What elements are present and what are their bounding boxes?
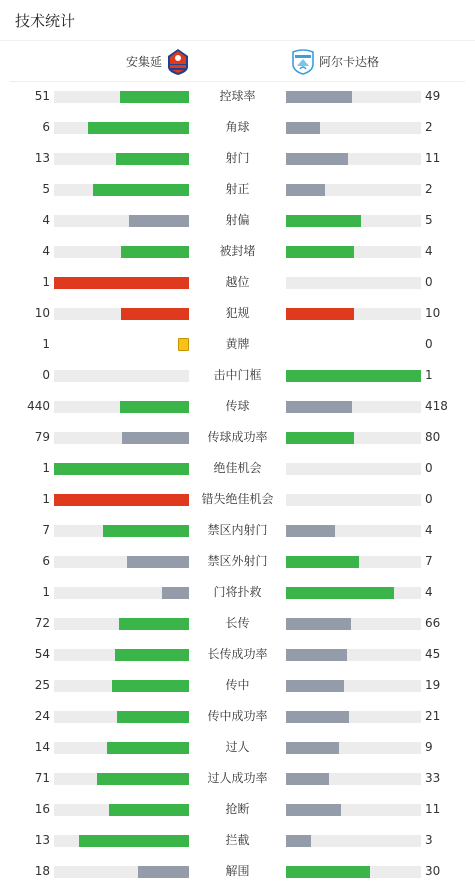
home-stat-value: 18 [34, 864, 50, 878]
stat-row [0, 453, 475, 484]
stat-label: 犯规 [225, 306, 250, 320]
stat-row [0, 825, 475, 856]
away-stat-bar-fill [286, 680, 344, 692]
away-stat-bar-fill [286, 153, 348, 165]
away-stat-bar-fill [286, 91, 352, 103]
arkadag-club-crest-icon [291, 49, 315, 75]
stat-row [0, 298, 475, 329]
away-stat-bar-track [286, 215, 421, 227]
stat-label: 传球成功率 [207, 430, 268, 444]
home-stat-bar-track [54, 618, 189, 630]
away-stat-bar-fill [286, 649, 347, 661]
away-stat-bar-track [286, 587, 421, 599]
home-stat-bar-track [54, 587, 189, 599]
home-stat-value: 71 [34, 771, 50, 785]
stat-label: 拦截 [225, 833, 250, 847]
home-stat-value: 72 [34, 616, 50, 630]
away-stat-bar-fill [286, 618, 351, 630]
away-stat-value: 0 [425, 492, 433, 506]
away-stat-value: 2 [425, 120, 433, 134]
away-stat-value: 11 [425, 802, 441, 816]
home-stat-bar-fill [116, 153, 189, 165]
away-stat-bar-fill [286, 711, 349, 723]
home-stat-bar-track [54, 401, 189, 413]
home-stat-bar-track [54, 680, 189, 692]
away-stat-bar-fill [286, 742, 339, 754]
andijan-club-crest-icon [166, 49, 190, 75]
home-stat-value: 54 [34, 647, 50, 661]
home-stat-bar-track [54, 370, 189, 382]
home-stat-bar-track [54, 308, 189, 320]
home-stat-bar-fill [120, 401, 189, 413]
home-stat-bar-track [54, 835, 189, 847]
team-header [10, 41, 465, 82]
home-stat-bar-fill [79, 835, 189, 847]
stat-row [0, 794, 475, 825]
home-stat-value: 4 [42, 244, 50, 258]
home-stat-bar-fill [93, 184, 189, 196]
away-stat-bar-track [286, 184, 421, 196]
away-stat-bar-fill [286, 556, 359, 568]
stat-label: 禁区内射门 [207, 523, 268, 537]
stat-label: 射正 [225, 182, 250, 196]
home-stat-bar-fill [119, 618, 189, 630]
away-stat-bar-track [286, 91, 421, 103]
stat-row [0, 732, 475, 763]
away-stat-value: 33 [425, 771, 441, 785]
away-stat-bar-track [286, 773, 421, 785]
stat-label: 传中成功率 [207, 709, 268, 723]
away-stat-bar-track [286, 246, 421, 258]
stat-row [0, 174, 475, 205]
away-stat-bar-fill [286, 804, 341, 816]
away-stat-bar-track [286, 742, 421, 754]
home-stat-value: 4 [42, 213, 50, 227]
away-team[interactable] [291, 49, 379, 75]
away-stat-value: 30 [425, 864, 441, 878]
home-stat-value: 13 [34, 151, 50, 165]
stat-row [0, 267, 475, 298]
stat-row [0, 670, 475, 701]
home-stat-value: 1 [42, 461, 50, 475]
home-stat-value: 25 [34, 678, 50, 692]
stat-row [0, 763, 475, 794]
stat-row [0, 856, 475, 887]
stat-row [0, 205, 475, 236]
away-stat-bar-track [286, 649, 421, 661]
away-stat-value: 3 [425, 833, 433, 847]
away-stat-bar-fill [286, 587, 394, 599]
away-stat-bar-track [286, 401, 421, 413]
home-stat-bar-fill [54, 494, 189, 506]
away-stat-bar-fill [286, 246, 354, 258]
home-stat-bar-track [54, 215, 189, 227]
stat-label: 错失绝佳机会 [201, 492, 274, 506]
away-stat-value: 4 [425, 585, 433, 599]
away-stat-value: 5 [425, 213, 433, 227]
away-stat-value: 19 [425, 678, 441, 692]
stat-label: 控球率 [219, 89, 256, 103]
home-stat-value: 1 [42, 275, 50, 289]
home-stat-value: 440 [27, 399, 50, 413]
home-stat-bar-fill [88, 122, 189, 134]
home-stat-bar-track [54, 804, 189, 816]
page-title: 技术统计 [15, 12, 76, 30]
home-stat-value: 1 [42, 492, 50, 506]
stat-label: 禁区外射门 [207, 554, 268, 568]
away-stat-bar-fill [286, 184, 325, 196]
away-stat-value: 49 [425, 89, 441, 103]
home-stat-bar-track [54, 556, 189, 568]
away-stat-value: 10 [425, 306, 441, 320]
stat-label: 传球 [225, 399, 250, 413]
away-stat-value: 0 [425, 275, 433, 289]
home-stat-value: 6 [42, 554, 50, 568]
home-stat-value: 1 [42, 585, 50, 599]
stat-label: 角球 [225, 120, 250, 134]
away-stat-value: 45 [425, 647, 441, 661]
home-stat-value: 0 [42, 368, 50, 382]
home-stat-bar-fill [97, 773, 189, 785]
home-stat-bar-fill [127, 556, 189, 568]
away-stat-bar-track [286, 618, 421, 630]
stat-label: 击中门框 [213, 368, 262, 382]
home-stat-bar-track [54, 742, 189, 754]
away-stat-bar-fill [286, 401, 352, 413]
stat-label: 越位 [225, 275, 250, 289]
home-stat-bar-track [54, 866, 189, 878]
away-stat-bar-track [286, 122, 421, 134]
home-team-name: 安集延 [125, 55, 162, 69]
away-stat-bar-track [286, 711, 421, 723]
away-stat-bar-track [286, 432, 421, 444]
home-stat-value: 24 [34, 709, 50, 723]
stats-list [0, 81, 475, 887]
away-stat-value: 21 [425, 709, 441, 723]
home-stat-bar-fill [112, 680, 189, 692]
away-stat-bar-track [286, 463, 421, 475]
away-stat-bar-track [286, 804, 421, 816]
away-stat-bar-track [286, 525, 421, 537]
away-stat-value: 0 [425, 461, 433, 475]
stat-label: 过人成功率 [207, 771, 268, 785]
home-stat-value: 13 [34, 833, 50, 847]
home-stat-value: 6 [42, 120, 50, 134]
home-stat-bar-track [54, 773, 189, 785]
home-stat-value: 51 [34, 89, 50, 103]
stat-row [0, 608, 475, 639]
away-stat-bar-track [286, 835, 421, 847]
home-stat-bar-track [54, 153, 189, 165]
home-stat-bar-fill [107, 742, 189, 754]
home-stat-bar-track [54, 494, 189, 506]
stat-row [0, 143, 475, 174]
stat-row [0, 577, 475, 608]
stat-label: 过人 [225, 740, 250, 754]
home-stat-bar-fill [138, 866, 189, 878]
stat-row [0, 391, 475, 422]
home-stat-bar-track [54, 711, 189, 723]
away-stat-value: 11 [425, 151, 441, 165]
home-stat-bar-fill [121, 308, 189, 320]
away-team-name: 阿尔卡达格 [319, 55, 380, 69]
home-stat-bar-track [54, 91, 189, 103]
away-stat-bar-fill [286, 308, 354, 320]
stat-row [0, 112, 475, 143]
stat-label: 传中 [225, 678, 250, 692]
stat-label: 黄牌 [225, 337, 250, 351]
home-stat-value: 14 [34, 740, 50, 754]
away-stat-bar-track [286, 680, 421, 692]
stat-row [0, 422, 475, 453]
away-stat-bar-track [286, 308, 421, 320]
home-stat-bar-track [54, 184, 189, 196]
home-stat-bar-track [54, 122, 189, 134]
home-stat-bar-fill [115, 649, 189, 661]
home-stat-bar-fill [54, 463, 189, 475]
away-stat-bar-fill [286, 525, 335, 537]
home-stat-bar-fill [117, 711, 189, 723]
away-stat-value: 4 [425, 523, 433, 537]
away-stat-bar-track [286, 370, 421, 382]
home-stat-bar-track [54, 525, 189, 537]
stat-label: 长传 [225, 616, 250, 630]
stat-row [0, 639, 475, 670]
stat-label: 抢断 [225, 802, 250, 816]
home-stat-value: 1 [42, 337, 50, 351]
away-stat-bar-track [286, 494, 421, 506]
stat-label: 被封堵 [219, 244, 256, 258]
away-stat-value: 1 [425, 368, 433, 382]
away-stat-bar-fill [286, 432, 354, 444]
away-stat-value: 66 [425, 616, 441, 630]
away-stat-bar-fill [286, 835, 311, 847]
home-team[interactable] [126, 49, 190, 75]
home-stat-bar-track [54, 432, 189, 444]
stat-label: 射偏 [225, 213, 250, 227]
stat-row [0, 236, 475, 267]
away-stat-bar-fill [286, 122, 320, 134]
away-stat-bar-track [286, 556, 421, 568]
stat-row [0, 701, 475, 732]
stat-label: 绝佳机会 [213, 461, 262, 475]
stat-row [0, 360, 475, 391]
home-stat-bar-fill [121, 246, 189, 258]
away-stat-bar-track [286, 277, 421, 289]
stat-row [0, 329, 475, 360]
stat-row [0, 546, 475, 577]
home-stat-bar-fill [162, 587, 189, 599]
home-stat-bar-fill [122, 432, 189, 444]
away-stat-value: 2 [425, 182, 433, 196]
home-stat-bar-fill [120, 91, 189, 103]
away-stat-value: 0 [425, 337, 433, 351]
home-stat-bar-track [54, 246, 189, 258]
home-stat-value: 16 [34, 802, 50, 816]
away-stat-bar-fill [286, 370, 421, 382]
stat-row [0, 81, 475, 112]
home-stat-value: 10 [34, 306, 50, 320]
stat-label: 长传成功率 [207, 647, 268, 661]
away-stat-value: 4 [425, 244, 433, 258]
home-stat-bar-track [54, 649, 189, 661]
away-stat-bar-fill [286, 866, 370, 878]
yellow-card-icon [178, 338, 189, 351]
home-stat-bar-fill [54, 277, 189, 289]
away-stat-value: 7 [425, 554, 433, 568]
away-stat-bar-track [286, 866, 421, 878]
away-stat-value: 80 [425, 430, 441, 444]
away-stat-bar-track [286, 153, 421, 165]
stat-label: 射门 [225, 151, 250, 165]
home-stat-bar-fill [129, 215, 189, 227]
home-stat-bar-fill [109, 804, 189, 816]
stat-label: 解围 [225, 864, 250, 878]
home-stat-bar-fill [103, 525, 189, 537]
home-stat-bar-track [54, 463, 189, 475]
away-stat-bar-fill [286, 215, 361, 227]
home-stat-bar-track [54, 277, 189, 289]
home-stat-value: 5 [42, 182, 50, 196]
home-stat-value: 7 [42, 523, 50, 537]
stat-label: 门将扑救 [213, 585, 262, 599]
home-stat-value: 79 [34, 430, 50, 444]
away-stat-value: 418 [425, 399, 448, 413]
away-stat-value: 9 [425, 740, 433, 754]
stat-row [0, 515, 475, 546]
stat-row [0, 484, 475, 515]
away-stat-bar-fill [286, 773, 329, 785]
